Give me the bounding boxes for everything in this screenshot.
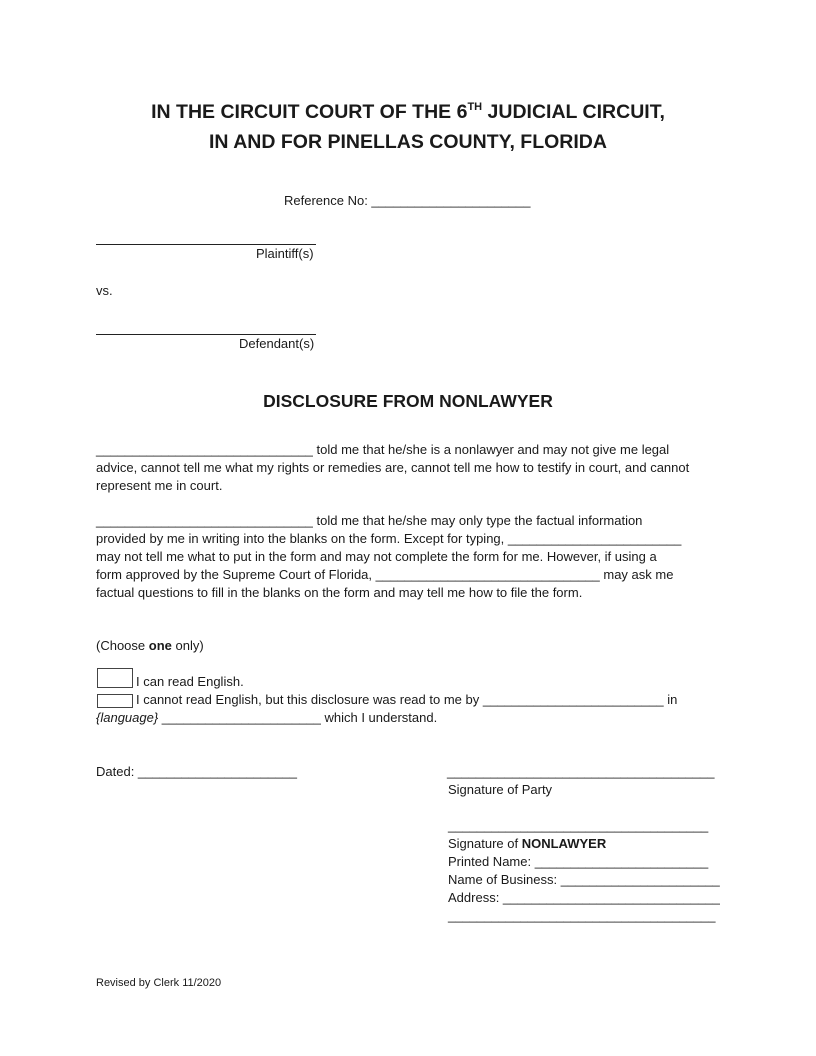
paragraph-line: advice, cannot tell me what my rights or remedies are, cannot tell me how to testify in court, and cannot <box>96 460 690 475</box>
language-line-text: ______________________ which I understand. <box>158 710 438 725</box>
defendant-label: Defendant(s) <box>239 336 315 351</box>
court-heading-text-end: JUDICIAL CIRCUIT, <box>482 101 665 123</box>
choose-emphasis: one <box>148 638 172 653</box>
paragraph-nonlawyer-statement <box>96 441 726 495</box>
plaintiff-label: Plaintiff(s) <box>256 246 314 261</box>
address-field-line-2: _____________________________________ <box>448 908 716 923</box>
paragraph-line: represent me in court. <box>96 478 223 493</box>
paragraph-line: ______________________________ told me that he/she is a nonlawyer and may not give me legal <box>96 442 670 457</box>
court-heading-text: IN THE CIRCUIT COURT OF THE 6 <box>151 101 468 123</box>
court-heading-superscript: TH <box>467 101 483 113</box>
language-placeholder: {language} <box>96 710 159 725</box>
address-field: Address: ______________________________ <box>448 890 720 905</box>
paragraph-line: form approved by the Supreme Court of Florida, _______________________________ may ask me <box>96 567 674 582</box>
choose-text-end: only) <box>171 638 204 653</box>
nonlawyer-label-bold: NONLAWYER <box>521 836 607 851</box>
paragraph-line: provided by me in writing into the blanks on the form. Except for typing, ________________________ <box>96 531 682 546</box>
cannot-read-english-checkbox[interactable] <box>97 694 133 708</box>
party-signature-label: Signature of Party <box>448 782 553 797</box>
nonlawyer-label-text: Signature of <box>448 836 522 851</box>
paragraph-line: ______________________________ told me that he/she may only type the factual information <box>96 513 643 528</box>
paragraph-typing-statement <box>96 512 726 602</box>
party-signature-line: _____________________________________ <box>447 764 715 779</box>
cannot-read-english-label: I cannot read English, but this disclosure was read to me by _________________________ in <box>136 692 678 707</box>
paragraph-line: factual questions to fill in the blanks on the form and may tell me how to file the form. <box>96 585 583 600</box>
business-name-field: Name of Business: ______________________ <box>448 872 720 887</box>
court-heading-line-2: IN AND FOR PINELLAS COUNTY, FLORIDA <box>209 131 607 153</box>
read-english-label: I can read English. <box>136 674 244 689</box>
nonlawyer-signature-label <box>448 835 606 853</box>
read-english-checkbox[interactable] <box>97 668 133 688</box>
revision-footer: Revised by Clerk 11/2020 <box>96 977 222 989</box>
choose-instruction <box>96 637 204 655</box>
court-heading-line-1 <box>0 97 816 128</box>
choose-text: (Choose <box>96 638 149 653</box>
printed-name-field: Printed Name: ________________________ <box>448 854 709 869</box>
paragraph-line: may not tell me what to put in the form and may not complete the form for me. However, if using a <box>96 549 657 564</box>
nonlawyer-signature-line: ____________________________________ <box>448 818 709 833</box>
language-line <box>96 709 437 727</box>
document-title: DISCLOSURE FROM NONLAWYER <box>263 391 553 411</box>
versus-label: vs. <box>96 283 113 298</box>
reference-number-field: Reference No: ______________________ <box>284 193 531 208</box>
dated-field: Dated: ______________________ <box>96 764 297 779</box>
